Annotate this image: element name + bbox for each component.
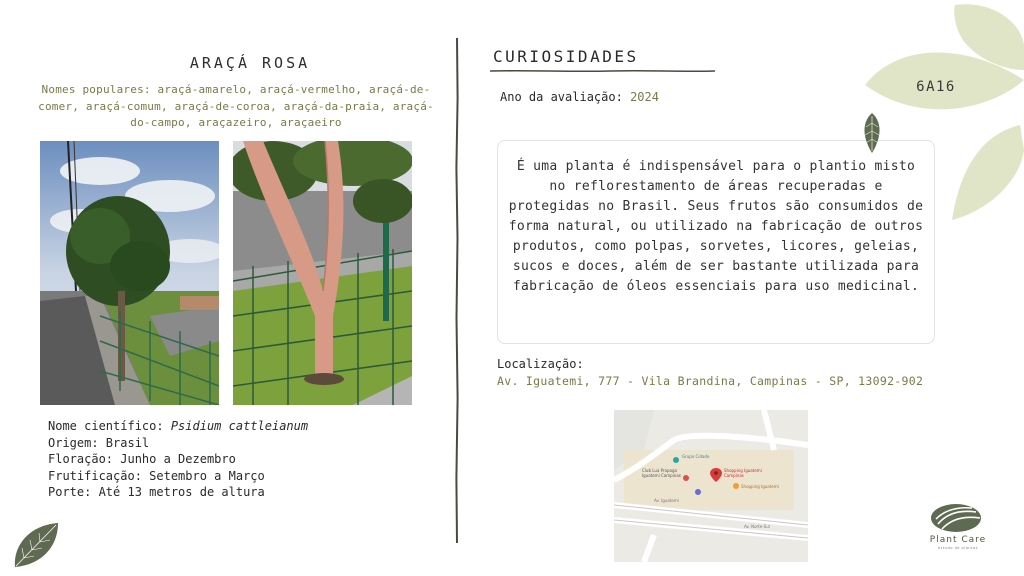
origin: Origem: Brasil	[48, 435, 150, 450]
map-label-7: Av. Iguatemi	[654, 498, 679, 503]
map-label-1: Grupo Cidade	[682, 454, 710, 459]
brand-name: Plant Care	[929, 535, 987, 545]
location-address: Av. Iguatemi, 777 - Vila Brandina, Campinas - SP, 13092-902	[497, 374, 924, 388]
flowering: Floração: Junho a Dezembro	[48, 452, 236, 466]
evaluation-year: Ano da avaliação: 2024	[500, 90, 659, 104]
vertical-divider	[455, 38, 459, 543]
small-leaf-icon	[861, 113, 883, 153]
size: Porte: Até 13 metros de altura	[48, 485, 265, 499]
plant-code: 6A16	[916, 79, 956, 95]
plant-info	[48, 418, 308, 501]
curiosities-title: CURIOSIDADES	[493, 47, 639, 66]
fruiting: Frutificação: Setembro a Março	[48, 468, 265, 483]
location-map[interactable]	[614, 410, 808, 562]
bottom-leaf-icon	[10, 520, 60, 570]
map-label-2: Club Lua Propaga	[642, 468, 677, 473]
tree-photo	[40, 141, 219, 405]
popular-names: Nomes populares: araçá-amarelo, araçá-vermelho, araçá-de-comer, araçá-comum, araçá-de-coroa, araçá-da-praia, araçá-do-campo, araçazeiro, araçaeiro	[38, 83, 434, 129]
plant-title: ARAÇÁ ROSA	[189, 54, 311, 72]
scientific-name: Nome científico: Psidium cattleianum	[48, 419, 309, 433]
map-label-5: Campinas	[724, 473, 744, 478]
map-label-4: Shopping Iguatemi	[724, 468, 762, 473]
map-label-3: Iguatemi Campinas	[642, 473, 681, 478]
plant-care-logo-icon	[930, 502, 982, 534]
brand-tagline: estudo de plantas	[938, 546, 978, 550]
map-label-8: Av. Norte-Sul	[744, 524, 770, 529]
map-label-6: Shopping Iguatemi	[741, 484, 779, 489]
leaf-decoration-icon	[860, 0, 1024, 225]
location-label: Localização:	[497, 357, 584, 371]
curiosities-text: É uma planta é indispensável para o plantio misto no reflorestamento de áreas recuperadas e protegidas no Brasil. Seus frutos são consumidos de forma natural, ou utilizado na fabricação de outros produtos, como polpas, sorvetes, licores, geleias, sucos e doces, além de ser bastante utilizada para fabricação de óleos essenciais para uso medicinal.	[497, 140, 935, 344]
title-underline	[490, 68, 715, 74]
trunk-photo	[233, 141, 412, 405]
